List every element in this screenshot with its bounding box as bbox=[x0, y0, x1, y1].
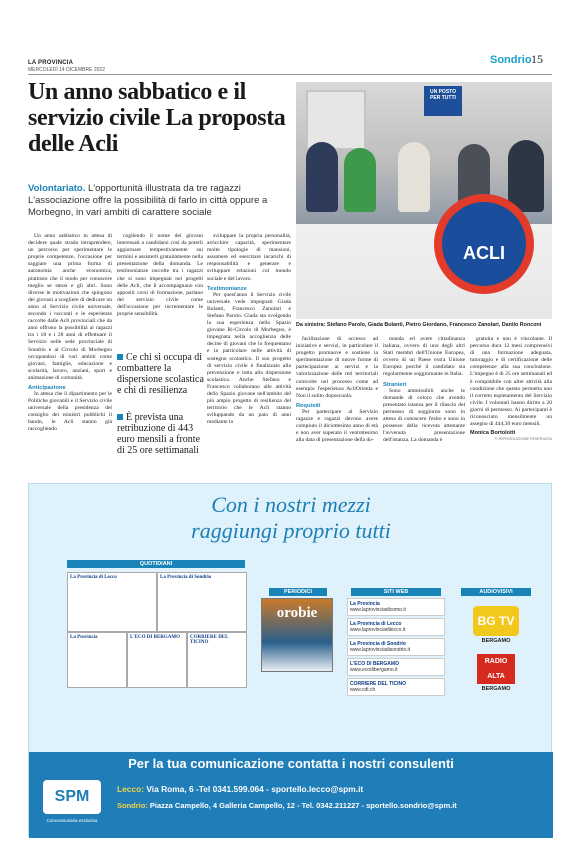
acli-logo-text: ACLI bbox=[463, 243, 505, 263]
site-url: www.laprovinciadicomo.it bbox=[350, 607, 406, 613]
pull-quote-square-icon bbox=[117, 414, 123, 420]
site-url: www.laprovinciadilecco.it bbox=[350, 627, 406, 633]
sondrio-label: Sondrio: bbox=[117, 801, 148, 810]
ad-headline bbox=[29, 492, 553, 544]
site-head: L'ECO DI BERGAMO bbox=[350, 661, 399, 667]
pull-quote-2-text: È prevista una retribuzione di 443 euro mensili a fronte di 25 ore settimanali bbox=[117, 412, 201, 456]
newspaper-thumb-bergamo: L'ECO DI BERGAMO bbox=[127, 632, 187, 688]
newspaper-thumb-lecco: La Provincia di Lecco bbox=[67, 572, 157, 632]
column-3-text-b: Per quest'anno il Servizio civile universale vede impegnati Giada Bulanti, Francesco Zanolari e Stefano Parolo. Giada sta svolgendo la sua esperienza nello Spazio giovane Ri-Circolo di Morbegno, è impegnata nella accoglienza delle decine di giovani che lo frequentano e in particolare nelle attività di sostegno scolastico. Il suo progetto di servizio civile è finalizzato alla prevenzione e lotta alla dispersione scolastica. Anche Stefano e Francesco collaborano alle attività dello Spazio giovane nell'ambito del più ampio progetto di resilienza del territorio che le Acli stanno sviluppando da un paio di anni mediante la bbox=[207, 291, 291, 426]
radio-alta-logo-text: RADIO ALTA bbox=[484, 658, 508, 680]
issue-date: MERCOLEDÌ 14 DICEMBRE 2022 bbox=[28, 67, 105, 73]
article-column-6 bbox=[470, 336, 552, 441]
person-3 bbox=[398, 142, 430, 212]
site-head: La Provincia di Lecco bbox=[350, 621, 402, 627]
spm-subtitle: Concessionaria esclusiva bbox=[46, 818, 98, 823]
column-4-text-b: Per partecipare al Servizio ragazze e ragazzi devono avere compiuto il diciottesimo anno di età e non aver superato il ventottesimo alla data di presentazione della do- bbox=[296, 408, 378, 444]
subhead-testimonianze: Testimonianze bbox=[207, 285, 247, 292]
pull-quote-1-text: Ce chi si occupa di combattere la dispersione scolastica e chi di resilienza bbox=[117, 352, 204, 396]
newspaper-thumb-sondrio: La Provincia di Sondrio bbox=[157, 572, 247, 632]
column-1-text-b: In attesa che il dipartimento per le Politiche giovanili e il Servizio civile universale della presidenza del consiglio dei ministri pubblichi il bando, le Acli stanno già raccogliendo bbox=[28, 390, 112, 433]
article-column-3 bbox=[207, 233, 291, 426]
column-2-text: cogliendo il nome dei giovani interessati a candidarsi così da poterli aggiornare tempestivamente sui termini e assisterli gratuitamente nella presentazione della domanda. Le testimonianze raccolte tra i ragazzi che si sono impegnati nei progetti delle Acli, che li accompagnano con appositi corsi di formazione, parlano del servizio civile come dell'occasione per incrementare le proprie sensibilità. bbox=[117, 233, 203, 318]
author: Monica Bortolotti bbox=[470, 430, 516, 437]
pull-quote-square-icon bbox=[117, 354, 123, 360]
newspaper-thumb-como: La Provincia bbox=[67, 632, 127, 688]
kicker: Volontariato. bbox=[28, 183, 86, 194]
column-6-text: gratuita e non è vincolante. Il percorso dura 12 mesi comprensivi di una formazione adeguata, tutoraggio e di certificazione delle competenze alla sua conclusione. L'impegno è di 25 ore settimanali ed è compatibile con altre attività alla condizione che questo permetta uno il corretto espletamento del Servizio civile. I volontari hanno diritto a 20 giorni di permesso. Ai partecipanti è riconosciuto mensilmente un assegno di 444,30 euro mensili. bbox=[470, 336, 552, 428]
contact-sondrio bbox=[117, 801, 457, 810]
rights-note: © RIPRODUZIONE RISERVATA bbox=[494, 436, 552, 442]
lecco-details: Via Roma, 6 -Tel 0341.599.064 - sportello.lecco@spm.it bbox=[146, 784, 364, 794]
site-head: La Provincia di Sondrio bbox=[350, 641, 406, 647]
column-5-text-b: Sono ammissibili anche le domande di coloro che avendo presentato istanza per il rilascio del permesso di soggiorno sono in attesa di conoscere l'esito e sono in possesso della ricevuta attestante l'avvenuta presentazione dell'istanza. La domanda è bbox=[383, 387, 465, 444]
subhead-stranieri: Stranieri bbox=[383, 381, 407, 388]
contact-bar bbox=[29, 752, 553, 838]
site-como[interactable] bbox=[347, 598, 445, 616]
article-column-1 bbox=[28, 233, 112, 434]
ad-headline-line-1: Con i nostri mezzi bbox=[211, 492, 371, 517]
article-column-4 bbox=[296, 336, 378, 444]
subtitle-text: L'opportunità illustrata da tre ragazzi L'associazione offre la possibilità di farlo in città oppure a Morbegno, in vari ambiti di carattere sociale bbox=[28, 183, 268, 218]
magazine-cover bbox=[261, 598, 333, 672]
pull-quote-2 bbox=[117, 412, 209, 456]
pull-quote-1 bbox=[117, 352, 209, 396]
site-head: La Provincia bbox=[350, 601, 380, 607]
subhead-requisiti: Requisiti bbox=[296, 402, 321, 409]
site-lecco[interactable] bbox=[347, 618, 445, 636]
subhead-anticipazione: Anticipazione bbox=[28, 384, 66, 391]
spm-logo-text: SPM bbox=[54, 788, 90, 805]
newspaper-name: LA PROVINCIA bbox=[28, 60, 74, 66]
acli-logo bbox=[434, 194, 534, 294]
column-4-text: facilitazione di accesso ad iniziative e servizi, in particolare il progetto promuove e sostiene la sperimentazione di nuove forme di partecipazione ai servizi e la valorizzazione delle reti territoriali coinvolte nel processo come ad esempio l'esperienza AcliOrienta e Non il solito doposcuola. bbox=[296, 336, 378, 399]
site-head: CORRIERE DEL TICINO bbox=[350, 681, 407, 687]
photo-banner: UN POSTO PER TUTTI bbox=[424, 86, 462, 116]
article-column-2 bbox=[117, 233, 203, 318]
person-1 bbox=[306, 142, 338, 212]
site-url: www.laprovinciadisondrio.it bbox=[350, 647, 411, 653]
label-siti-web: SITI WEB bbox=[351, 588, 441, 596]
person-2 bbox=[344, 148, 376, 212]
newspaper-thumb-ticino: CORRIERE DEL TICINO bbox=[187, 632, 247, 688]
article-column-5 bbox=[383, 336, 465, 444]
column-5-text: manda ed avere cittadinanza italiana, ovvero di uno degli altri Stati membri dell'Unione Europea, ovvero di un Paese extra Unione Europea purché il candidato sia regolarmente soggiornante in Italia. bbox=[383, 336, 465, 378]
site-ticino[interactable] bbox=[347, 678, 445, 696]
label-periodici: PERIODICI bbox=[269, 588, 327, 596]
radio-alta-city: BERGAMO bbox=[481, 686, 511, 692]
bgtv-logo bbox=[473, 606, 519, 636]
site-sondrio[interactable] bbox=[347, 638, 445, 656]
bgtv-logo-text: BG TV bbox=[477, 614, 515, 628]
site-bergamo[interactable] bbox=[347, 658, 445, 676]
advertisement bbox=[28, 483, 552, 837]
masthead-rule bbox=[28, 74, 552, 75]
label-audiovisivi: AUDIOVISIVI bbox=[461, 588, 531, 596]
radio-alta-logo bbox=[477, 654, 515, 684]
column-1-text: Un anno sabbatico in attesa di decidere quale strada intraprendere, un percorso per sperimentare le proprie competenze, l'occasione per saggiare una prima forma di autonomia anche economica, piuttosto che il modo per conoscere meglio se stessi e gli altri. Sono diverse le motivazioni che spingono dei giovani a scegliere di dedicare un anno al Servizio civile universale, secondo i racconti e le esperienze raccolte dalle Acli provinciali che da anni offrono la possibilità ai ragazzi tra i 18 e i 28 anni di effettuare il Servizio nelle sede provinciale di Sondrio e al Circolo di Morbegno occupandosi di vari ambiti come giovani, famiglie, educazione e scolarità, lavoro, anziani, sport e animazione di comunità. bbox=[28, 233, 112, 381]
photo-wall-window bbox=[306, 90, 366, 150]
sondrio-details: Piazza Campello, 4 Galleria Campello, 12 - Tel. 0342.211227 - sportello.sondrio@spm.it bbox=[149, 801, 457, 810]
site-url: www.ecodibergamo.it bbox=[350, 667, 398, 673]
section-name: Sondrio bbox=[490, 54, 532, 66]
column-3-text: sviluppare la propria personalità, arricchire capacità, sperimentare molte tipologie di mansioni, assumere ed esercitare incarichi di responsabilità e generare e sviluppare relazioni col mondo sociale e del lavoro. bbox=[207, 233, 291, 282]
article-photo bbox=[296, 82, 552, 319]
page-number: 15 bbox=[531, 52, 543, 66]
cta-text: Per la tua comunicazione contatta i nostri consulenti bbox=[128, 756, 454, 771]
ad-headline-line-2: raggiungi proprio tutti bbox=[191, 518, 391, 543]
photo-caption: Da sinistra: Stefano Parolo, Giada Bulanti, Pietro Giordano, Francesco Zanolari, Danilo Ronconi bbox=[296, 322, 542, 328]
label-quotidiani: QUOTIDIANI bbox=[67, 560, 245, 568]
site-url: www.cdt.ch bbox=[350, 687, 376, 693]
article-subtitle bbox=[28, 183, 290, 219]
lecco-label: Lecco: bbox=[117, 784, 144, 794]
contact-lecco bbox=[117, 784, 363, 794]
magazine-title: orobie bbox=[276, 605, 318, 621]
websites-list bbox=[347, 598, 445, 696]
person-5 bbox=[508, 140, 544, 212]
article-title: Un anno sabbatico e il servizio civile La proposta delle Acli bbox=[28, 79, 286, 157]
bgtv-city: BERGAMO bbox=[481, 638, 511, 644]
spm-logo bbox=[43, 780, 101, 814]
